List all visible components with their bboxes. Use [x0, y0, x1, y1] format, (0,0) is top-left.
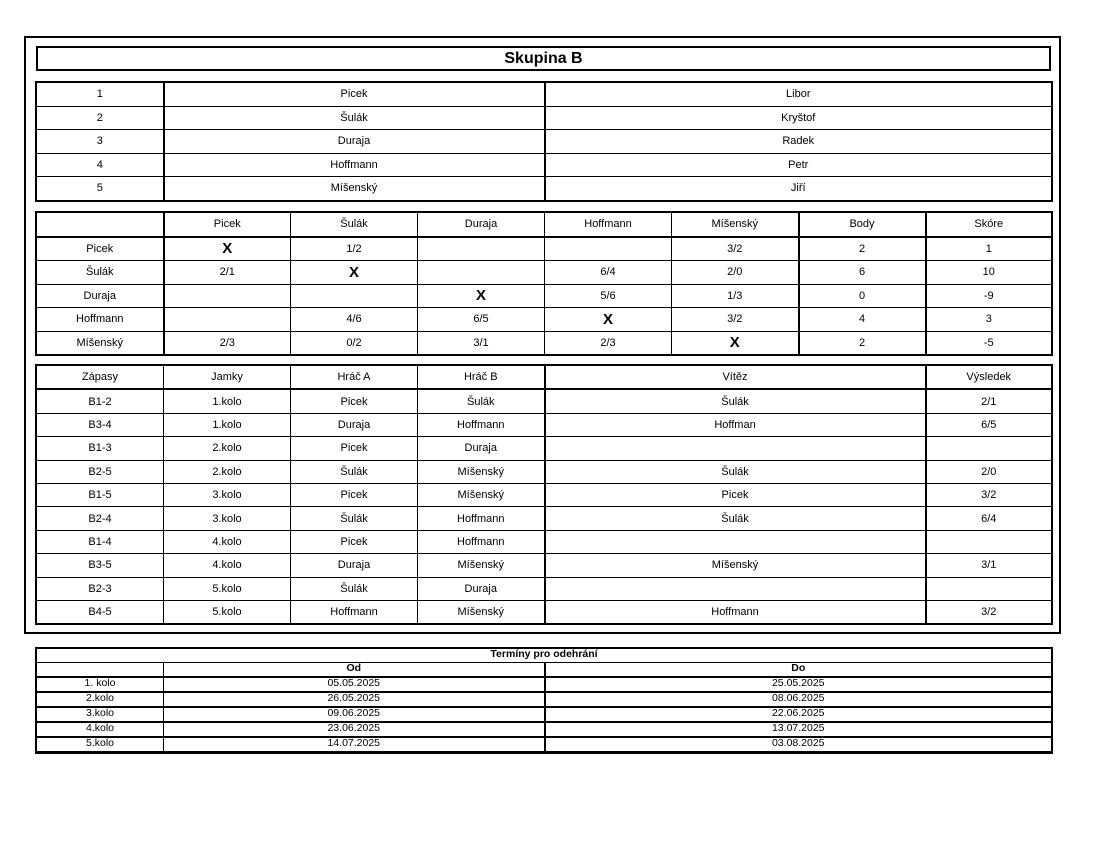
match-round: 3.kolo [164, 483, 291, 506]
match-row [37, 530, 1052, 553]
matrix-cell: 2 [799, 331, 926, 355]
match-player-a: Picek [291, 483, 418, 506]
matches-header-row [37, 366, 1052, 390]
matches-header-cell: Zápasy [37, 366, 164, 390]
matrix-header-cell: Picek [164, 213, 291, 237]
matrix-cell: 3/2 [672, 237, 799, 261]
match-code: B1-4 [37, 530, 164, 553]
player-first-name: Petr [545, 153, 1052, 177]
match-player-b: Míšenský [418, 460, 545, 483]
matrix-cell: 4/6 [291, 308, 418, 332]
matches-table [36, 365, 1052, 624]
match-row [37, 577, 1052, 600]
matrix-cell: X [545, 308, 672, 332]
terms-title-row [37, 649, 1052, 663]
match-code: B3-5 [37, 554, 164, 577]
match-row [37, 600, 1052, 623]
match-player-b: Hoffmann [418, 530, 545, 553]
match-row [37, 554, 1052, 577]
match-code: B2-3 [37, 577, 164, 600]
match-winner: Šulák [545, 507, 926, 530]
term-from: 14.07.2025 [164, 737, 545, 752]
terms-table [36, 648, 1052, 753]
player-number: 1 [37, 83, 164, 107]
match-round: 5.kolo [164, 600, 291, 623]
matrix-cell: 1 [926, 237, 1052, 261]
player-row [37, 153, 1052, 177]
match-result [926, 530, 1052, 553]
player-number: 5 [37, 177, 164, 201]
match-code: B1-3 [37, 437, 164, 460]
term-round: 3.kolo [37, 707, 164, 722]
match-player-a: Picek [291, 437, 418, 460]
term-row [37, 692, 1052, 707]
match-player-b: Šulák [418, 389, 545, 413]
matrix-cell [164, 308, 291, 332]
matrix-cell: 2/3 [164, 331, 291, 355]
matrix-row-player: Míšenský [37, 331, 164, 355]
term-round: 2.kolo [37, 692, 164, 707]
matrix-cell [545, 237, 672, 261]
match-winner: Hoffmann [545, 600, 926, 623]
matrix-cell: 3 [926, 308, 1052, 332]
match-result: 2/1 [926, 389, 1052, 413]
match-winner [545, 437, 926, 460]
match-result: 3/1 [926, 554, 1052, 577]
match-winner: Hoffman [545, 413, 926, 436]
terms-header-row [37, 663, 1052, 678]
matches-header-cell: Hráč B [418, 366, 545, 390]
term-to: 25.05.2025 [545, 677, 1052, 692]
players-table [36, 82, 1052, 201]
matrix-cell: -9 [926, 284, 1052, 308]
matrix-cell: 0 [799, 284, 926, 308]
matrix-row-player: Picek [37, 237, 164, 261]
terms-header-round [37, 663, 164, 678]
match-player-b: Míšenský [418, 600, 545, 623]
player-first-name: Kryštof [545, 106, 1052, 130]
matrix-row [37, 237, 1052, 261]
match-player-a: Picek [291, 389, 418, 413]
match-code: B3-4 [37, 413, 164, 436]
match-round: 2.kolo [164, 437, 291, 460]
match-row [37, 389, 1052, 413]
match-code: B1-5 [37, 483, 164, 506]
matches-header-cell: Vítěz [545, 366, 926, 390]
match-player-a: Šulák [291, 460, 418, 483]
match-result: 3/2 [926, 483, 1052, 506]
match-player-b: Duraja [418, 437, 545, 460]
match-code: B1-2 [37, 389, 164, 413]
player-surname: Hoffmann [164, 153, 545, 177]
matrix-cell: 3/1 [418, 331, 545, 355]
term-round: 1. kolo [37, 677, 164, 692]
match-player-a: Duraja [291, 554, 418, 577]
results-matrix [36, 212, 1052, 355]
matrix-cell: 2 [799, 237, 926, 261]
match-result: 2/0 [926, 460, 1052, 483]
term-row [37, 722, 1052, 737]
term-round: 4.kolo [37, 722, 164, 737]
term-from: 05.05.2025 [164, 677, 545, 692]
matches-header-cell: Výsledek [926, 366, 1052, 390]
player-number: 2 [37, 106, 164, 130]
matrix-cell: 0/2 [291, 331, 418, 355]
player-surname: Duraja [164, 130, 545, 154]
matches-header-cell: Jamky [164, 366, 291, 390]
match-result [926, 577, 1052, 600]
match-winner: Picek [545, 483, 926, 506]
match-player-b: Míšenský [418, 483, 545, 506]
matrix-row [37, 261, 1052, 285]
match-player-b: Duraja [418, 577, 545, 600]
matrix-cell: X [418, 284, 545, 308]
matrix-cell: -5 [926, 331, 1052, 355]
matrix-cell [418, 237, 545, 261]
match-code: B4-5 [37, 600, 164, 623]
match-result: 6/5 [926, 413, 1052, 436]
term-to: 13.07.2025 [545, 722, 1052, 737]
match-result: 3/2 [926, 600, 1052, 623]
player-surname: Picek [164, 83, 545, 107]
matrix-cell [291, 284, 418, 308]
match-player-a: Picek [291, 530, 418, 553]
match-winner: Šulák [545, 460, 926, 483]
match-player-b: Hoffmann [418, 507, 545, 530]
matches-header-cell: Hráč A [291, 366, 418, 390]
match-player-a: Hoffmann [291, 600, 418, 623]
match-row [37, 437, 1052, 460]
matrix-corner-cell [37, 213, 164, 237]
match-round: 3.kolo [164, 507, 291, 530]
matrix-cell: X [672, 331, 799, 355]
match-winner [545, 577, 926, 600]
player-surname: Šulák [164, 106, 545, 130]
matrix-header-row [37, 213, 1052, 237]
match-code: B2-5 [37, 460, 164, 483]
match-row [37, 413, 1052, 436]
term-row [37, 707, 1052, 722]
matrix-cell [164, 284, 291, 308]
match-result: 6/4 [926, 507, 1052, 530]
matrix-cell: 1/3 [672, 284, 799, 308]
player-surname: Míšenský [164, 177, 545, 201]
matrix-header-cell: Hoffmann [545, 213, 672, 237]
match-round: 4.kolo [164, 530, 291, 553]
player-row [37, 130, 1052, 154]
terms-title: Termíny pro odehrání [37, 649, 1052, 663]
terms-header-to: Do [545, 663, 1052, 678]
matrix-row-player: Hoffmann [37, 308, 164, 332]
matrix-cell: 3/2 [672, 308, 799, 332]
match-row [37, 507, 1052, 530]
match-code: B2-4 [37, 507, 164, 530]
matrix-cell: 1/2 [291, 237, 418, 261]
player-number: 4 [37, 153, 164, 177]
term-from: 09.06.2025 [164, 707, 545, 722]
match-row [37, 460, 1052, 483]
matrix-row [37, 331, 1052, 355]
match-winner: Míšenský [545, 554, 926, 577]
match-player-b: Míšenský [418, 554, 545, 577]
match-player-a: Šulák [291, 577, 418, 600]
matrix-cell: 6/5 [418, 308, 545, 332]
term-round: 5.kolo [37, 737, 164, 752]
match-result [926, 437, 1052, 460]
player-row [37, 177, 1052, 201]
matrix-header-cell: Míšenský [672, 213, 799, 237]
terms-header-from: Od [164, 663, 545, 678]
matrix-cell: 5/6 [545, 284, 672, 308]
match-winner [545, 530, 926, 553]
match-row [37, 483, 1052, 506]
match-player-a: Šulák [291, 507, 418, 530]
matrix-row-player: Duraja [37, 284, 164, 308]
match-round: 2.kolo [164, 460, 291, 483]
match-round: 4.kolo [164, 554, 291, 577]
matrix-cell: 2/1 [164, 261, 291, 285]
matrix-cell: X [291, 261, 418, 285]
match-player-a: Duraja [291, 413, 418, 436]
term-to: 08.06.2025 [545, 692, 1052, 707]
player-first-name: Radek [545, 130, 1052, 154]
match-player-b: Hoffmann [418, 413, 545, 436]
matrix-cell: 6/4 [545, 261, 672, 285]
matrix-row-player: Šulák [37, 261, 164, 285]
match-winner: Šulák [545, 389, 926, 413]
term-to: 22.06.2025 [545, 707, 1052, 722]
term-from: 23.06.2025 [164, 722, 545, 737]
matrix-header-cell: Skóre [926, 213, 1052, 237]
term-row [37, 737, 1052, 752]
matrix-cell: 4 [799, 308, 926, 332]
player-number: 3 [37, 130, 164, 154]
player-row [37, 83, 1052, 107]
matrix-header-cell: Body [799, 213, 926, 237]
player-first-name: Jiří [545, 177, 1052, 201]
term-from: 26.05.2025 [164, 692, 545, 707]
match-round: 5.kolo [164, 577, 291, 600]
matrix-cell: 10 [926, 261, 1052, 285]
term-row [37, 677, 1052, 692]
matrix-row [37, 284, 1052, 308]
matrix-cell [418, 261, 545, 285]
player-row [37, 106, 1052, 130]
match-round: 1.kolo [164, 389, 291, 413]
term-to: 03.08.2025 [545, 737, 1052, 752]
matrix-header-cell: Šulák [291, 213, 418, 237]
matrix-cell: 2/0 [672, 261, 799, 285]
matrix-cell: 6 [799, 261, 926, 285]
group-title: Skupina B [36, 46, 1051, 71]
matrix-row [37, 308, 1052, 332]
player-first-name: Libor [545, 83, 1052, 107]
matrix-cell: X [164, 237, 291, 261]
matrix-header-cell: Duraja [418, 213, 545, 237]
matrix-cell: 2/3 [545, 331, 672, 355]
match-round: 1.kolo [164, 413, 291, 436]
